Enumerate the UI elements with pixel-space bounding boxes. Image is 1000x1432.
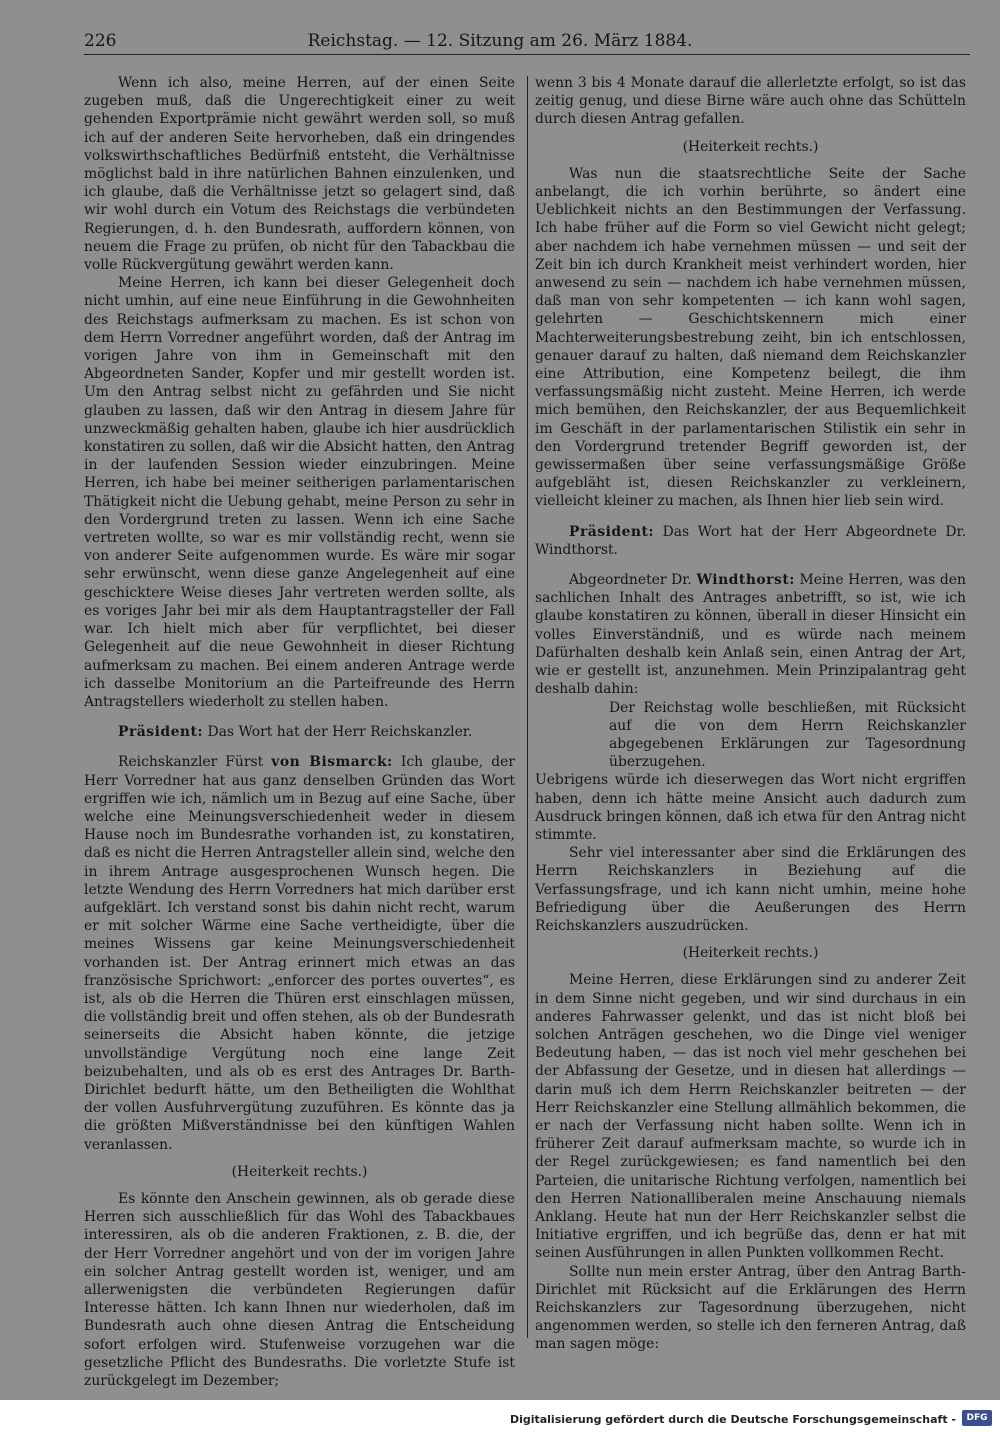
- paragraph: Wenn ich also, meine Herren, auf der einen Seite zugeben muß, daß die Ungerechtigkeit einer zu weit gehenden Exportprämie nicht gewährt werden soll, so muß ich auf der anderen Seite hervorheben, daß ein dringendes volkswirthschaftliches Bedürfniß entsteht, die Verhältnisse möglichst bald in ihre natürlichen Bahnen einzulenken, und ich glaube, daß die Verhältnisse jetzt so gelagert sind, daß wir wohl durch ein Votum des Reichstags die verbündeten Regierungen, d. h. den Bundesrath, auffordern können, von neuem die Frage zu prüfen, ob nicht für den Tabackbau die volle Rückvergütung gewährt werden kann.: [84, 75, 515, 274]
- speech-text: Ich glaube, der Herr Vorredner hat aus ganz denselben Gründen das Wort ergriffen wie ich, nämlich um in Bezug auf eine Sache, über welche eine Meinungsverschiedenheit weder in diesem Hause noch im Bundesrathe vorhanden ist, zu konstatiren, daß es nicht die Herren Antragsteller allein sind, welche den in ihrem Antrage ausgesprochenen Wunsch hegen. Die letzte Wendung des Herrn Vorredners hat mich darüber erst aufgeklärt. Ich verstand sonst bis dahin nicht recht, warum er mit solcher Wärme eine Sache vertheidigte, über die meines Wissens gar keine Meinungsverschiedenheit vorhanden ist. Der Antrag erinnert mich etwas an das französische Sprichwort: „enforcer des portes ouvertes“, es ist, als ob die Herren die Thüren erst einschlagen müssen, die vollständig breit und offen stehen, als ob der Bundesrath seinerseits die Absicht haben könnte, die jetzige unvollständige Vergütung noch eine lange Zeit beizubehalten, und als ob es erst des Antrages Dr. Barth-Dirichlet bedurft hätte, um den Betheiligten die Wohlthat der vollen Ausfuhrvergütung zuzuführen. Es könnte das ja die größten Mißverständnisse bei den künftigen Wahlen veranlassen.: [84, 754, 515, 1153]
- speaker-prefix: Abgeordneter Dr.: [569, 572, 697, 589]
- right-column: [535, 74, 966, 1354]
- page-title: Reichstag. — 12. Sitzung am 26. März 1884.: [307, 31, 693, 51]
- dfg-logo: DFG: [962, 1410, 992, 1426]
- president-text: Das Wort hat der Herr Reichskanzler.: [203, 724, 473, 741]
- header-rule: [84, 54, 970, 55]
- paragraph: Meine Herren, diese Erklärungen sind zu anderer Zeit in dem Sinne nicht gegeben, und wir sind durchaus in ein anderes Fahrwasser gelenkt, und das ist nicht bloß bei solchen Anträgen geschehen, wo die Dinge viel weniger Bedeutung haben, — das ist noch viel mehr geschehen bei der Abfassung der Gesetze, und in diesen hat allerdings — darin muß ich dem Herrn Reichskanzler beitreten — der Herr Reichskanzler eine Stellung allmählich bekommen, die er nach der Verfassung nicht haben sollte. Wenn ich in früherer Zeit darauf aufmerksam machte, so wurde ich in der Regel zurückgewiesen; es fand namentlich bei den Parteien, die unitarische Richtung verfolgen, namentlich bei den Herren Nationalliberalen meine Anschauung niemals Anklang. Heute hat nun der Herr Reichskanzler selbst die Initiative ergriffen, und ich begrüße das, denn er hat mit seinen Ausführungen in allen Punkten vollkommen Recht.: [535, 972, 966, 1262]
- stage-direction: (Heiterkeit rechts.): [231, 1163, 368, 1180]
- speech-paragraph: [84, 753, 515, 1153]
- speaker-label: Präsident:: [118, 724, 204, 741]
- funding-credit: Digitalisierung gefördert durch die Deutsche Forschungsgemeinschaft -: [509, 1413, 956, 1426]
- president-line: [535, 523, 966, 559]
- paragraph: Meine Herren, ich kann bei dieser Gelegenheit doch nicht umhin, auf eine neue Einführung in die Gewohnheiten des Reichstags aufmerksam zu machen. Es ist schon von dem Herrn Vorredner angeführt worden, daß der Antrag im vorigen Jahre von ihm in Gemeinschaft mit den Abgeordneten Sander, Kopfer und mir gestellt worden ist. Um den Antrag selbst nicht zu gefährden und Sie nicht glauben zu lassen, daß wir den Antrag in diesem Jahre für unzweckmäßig gehalten haben, glaube ich hier ausdrücklich konstatiren zu sollen, daß wir die Absicht hatten, den Antrag in der laufenden Session wieder einzubringen. Meine Herren, ich habe bei meiner seitherigen parlamentarischen Thätigkeit nicht die Uebung gehabt, meine Person zu sehr in den Vordergrund treten zu lassen. Wenn ich eine Sache vertreten wollte, so war es mir vollständig recht, wenn sie von anderer Seite aufgenommen wurde. Es wäre mir sogar sehr erwünscht, wenn diese ganze Angelegenheit auf eine geschicktere Weise dieses Jahr vertreten werden sollte, als es voriges Jahr bei mir als dem Hauptantragsteller der Fall war. Ich hielt mich aber für verpflichtet, bei dieser Gelegenheit auf die neue Gewohnheit in dieser Richtung aufmerksam zu machen. Bei einem anderen Antrage werde ich dasselbe Monitorium an die Parteifreunde des Herrn Antragstellers wiederholt zu stellen haben.: [84, 275, 515, 710]
- speaker-label: Präsident:: [569, 523, 655, 540]
- president-line: [84, 723, 515, 741]
- stage-direction: (Heiterkeit rechts.): [682, 138, 819, 155]
- page-number: 226: [84, 31, 117, 51]
- speaker-name: von Bismarck:: [271, 754, 393, 771]
- speaker-name: Windthorst:: [696, 572, 795, 589]
- left-column: [84, 74, 515, 1390]
- paragraph: Sollte nun mein erster Antrag, über den Antrag Barth-Dirichlet mit Rücksicht auf die Erklärungen des Herrn Reichskanzlers zur Tagesordnung überzugehen, nicht angenommen werden, so stelle ich den ferneren Antrag, daß man sagen möge:: [535, 1263, 966, 1353]
- speech-paragraph: [535, 571, 966, 698]
- stage-direction: (Heiterkeit rechts.): [682, 945, 819, 962]
- speaker-prefix: Reichskanzler Fürst: [118, 754, 272, 771]
- motion-quote: Der Reichstag wolle beschließen, mit Rücksicht auf die von dem Herrn Reichskanzler abgegebenen Erklärungen zur Tagesordnung überzugehen.: [609, 699, 966, 771]
- column-divider: [527, 76, 528, 1338]
- paragraph: Was nun die staatsrechtliche Seite der Sache anbelangt, die ich vorhin berührte, so ändert eine Ueblichkeit nichts an den Bestimmungen der Verfassung. Ich habe früher auf die Form so viel Gewicht nicht gelegt; aber nachdem ich habe vernehmen müssen — und seit der Zeit bin ich durch Krankheit meist verhindert worden, hier anwesend zu sein — nachdem ich habe vernehmen müssen, daß man von sehr kompetenten — ich kann wohl sagen, gelehrten — Geschichtskennern mich einer Machterweiterungsbestrebung zeiht, bin ich entschlossen, genauer darauf zu halten, daß niemand dem Reichskanzler eine Attribution, eine Kompetenz beilegt, die ihm verfassungsmäßig nicht zusteht. Meine Herren, ich werde mich bemühen, den Reichskanzler, der aus Bequemlichkeit im Geschäft in der parlamentarischen Stilistik ein sehr in den Vordergrund tretender Begriff geworden ist, der gewissermaßen über seine verfassungsmäßige Größe aufgebläht ist, diesen Reichskanzler zu verkleinern, vielleicht kleiner zu machen, als Ihnen hier lieb sein wird.: [535, 165, 966, 510]
- speech-text: Meine Herren, was den sachlichen Inhalt des Antrages anbetrifft, so ist, wie ich glaube konstatiren zu können, überall in dieser Hinsicht ein volles Einverständniß, und es würde nach meinem Dafürhalten deshalb kein Anlaß sein, einen Antrag der Art, wie er gestellt ist, anzunehmen. Mein Prinzipalantrag geht deshalb dahin:: [535, 572, 966, 698]
- paragraph: Uebrigens würde ich dieserwegen das Wort nicht ergriffen haben, denn ich hätte meine Ansicht auch dadurch zum Ausdruck bringen können, daß ich etwa für den Antrag nicht stimmte.: [535, 772, 966, 843]
- footer-bar: [0, 1400, 1000, 1432]
- president-text: Das Wort hat der Herr Abgeordnete Dr. Windthorst.: [535, 523, 966, 558]
- paragraph: Sehr viel interessanter aber sind die Erklärungen des Herrn Reichskanzlers in Beziehung auf die Verfassungsfrage, und ich kann nicht umhin, meine hohe Befriedigung über die Aeußerungen des Herrn Reichskanzlers auszudrücken.: [535, 845, 966, 934]
- paragraph: wenn 3 bis 4 Monate darauf die allerletzte erfolgt, so ist das zeitig genug, und diese Birne wäre auch ohne das Schütteln durch diesen Antrag gefallen.: [535, 75, 966, 128]
- paragraph: Es könnte den Anschein gewinnen, als ob gerade diese Herren sich ausschließlich für das Wohl des Tabackbaues interessiren, als ob die anderen Fraktionen, z. B. die, der der Herr Vorredner angehört und von der im vorigen Jahre ein solcher Antrag gestellt worden ist, weniger, und am allerwenigsten die verbündeten Regierungen dafür Interesse hätten. Ich kann Ihnen nur wiederholen, daß im Bundesrath auch ohne diesen Antrag die Entscheidung sofort erfolgen wird. Stufenweise vorzugehen war die gesetzliche Pflicht des Bundesraths. Die vorletzte Stufe ist zurückgelegt im Dezember;: [84, 1190, 515, 1390]
